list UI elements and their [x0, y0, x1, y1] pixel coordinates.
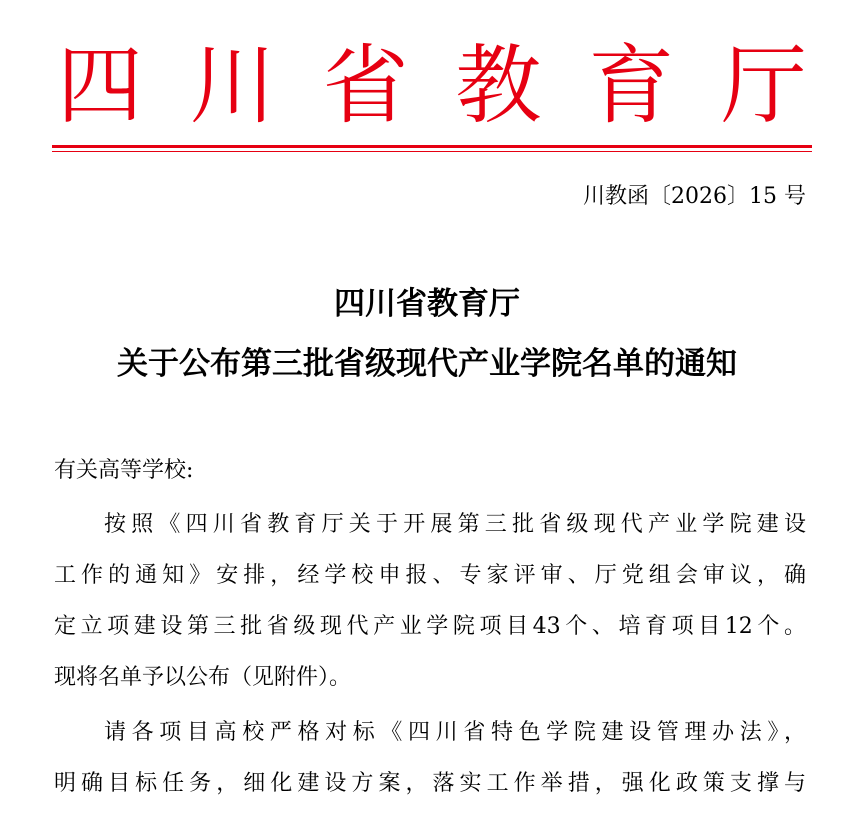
letterhead-char: 厅 — [720, 36, 807, 136]
paragraph2-line: 请各项目高校严格对标《四川省特色学院建设管理办法》， — [104, 720, 806, 745]
paragraph1-line: 工作的通知》安排，经学校申报、专家评审、厅党组会审议，确 — [54, 563, 806, 588]
paragraph1-line: 定立项建设第三批省级现代产业学院项目43个、培育项目12个。 — [54, 614, 806, 639]
paragraph1-line: 现将名单予以公布（见附件）。 — [54, 665, 352, 690]
document-number: 川教函〔2026〕15 号 — [583, 184, 806, 209]
letterhead-char: 教 — [455, 36, 542, 136]
document-title-line1: 四川省教育厅 — [334, 286, 520, 322]
letterhead-rule-thin — [52, 151, 812, 152]
paragraph2-line: 明确目标任务，细化建设方案，落实工作举措，强化政策支撑与 — [54, 771, 806, 796]
paragraph1-line: 按照《四川省教育厅关于开展第三批省级现代产业学院建设 — [104, 512, 806, 537]
letterhead-title — [52, 38, 812, 134]
letterhead-rule-thick — [52, 145, 812, 148]
document-title-line2: 关于公布第三批省级现代产业学院名单的通知 — [117, 346, 737, 382]
letterhead-char: 四 — [57, 36, 143, 136]
letterhead-char: 省 — [322, 36, 409, 136]
letterhead-char: 育 — [588, 36, 675, 136]
letterhead-char: 川 — [189, 36, 276, 136]
salutation: 有关高等学校: — [54, 458, 194, 483]
